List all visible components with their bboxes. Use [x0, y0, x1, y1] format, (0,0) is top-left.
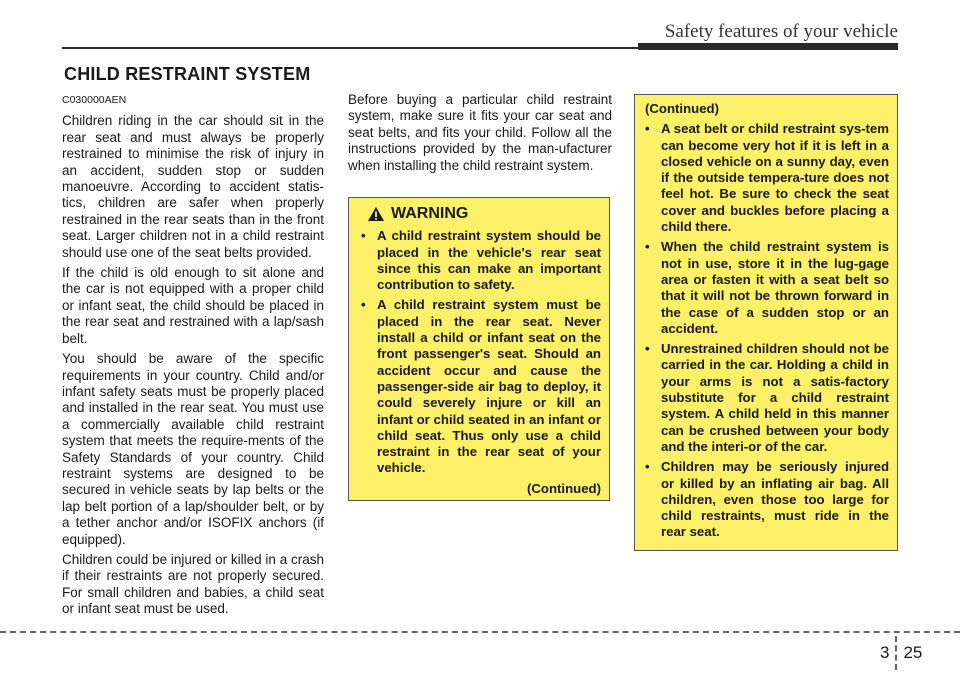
- header-title: Safety features of your vehicle: [664, 21, 898, 42]
- continued-heading: (Continued): [645, 101, 719, 116]
- continued-list: [643, 121, 889, 540]
- header-rule-thick: [638, 43, 898, 50]
- list-item: • A seat belt or child restraint sys-tem can become very hot if it is left in a closed vehicle on a sunny day, even if the outside tempera-ture does not feel hot. Be sure to check the seat cover and buckles before placing a child there.: [643, 121, 889, 235]
- list-item: • Unrestrained children should not be carried in the car. Holding a child in your arms is not a satis-factory substitute for a child restraint system. A child held in this manner can be crushed between your body and the interi-or of the car.: [643, 341, 889, 455]
- section-title: CHILD RESTRAINT SYSTEM: [64, 64, 311, 84]
- continued-warning-box: [634, 94, 898, 551]
- paragraph: Children riding in the car should sit in the rear seat and must always be properly restrained to minimise the risk of injury in an accident, sudden stop or sudden manoeuvre. According to accident statis-tics, children are safer when properly restrained in the rear seats than in the front seat. Larger children not in a child restraint should use one of the seat belts provided.: [62, 113, 324, 260]
- paragraph: If the child is old enough to sit alone and the car is not equipped with a proper child or infant seat, the child should be placed in the rear seat and restrained with a lap/sash belt.: [62, 265, 324, 346]
- warning-header: [367, 206, 601, 222]
- chapter-number: 3: [880, 643, 890, 662]
- paragraph: You should be aware of the specific requirements in your country. Child and/or infant safety seats must be properly placed and installed in the rear seat. You must use a commercially available child restraint system that meets the require-ments of the Safety Standards of your country. Child restraint systems are designed to be secured in vehicle seats by lap belts or the lap belt portion of a lap/shoulder belt, or by a tether anchor and/or ISOFIX anchors (if equipped).: [62, 351, 324, 547]
- left-column: [62, 92, 324, 622]
- list-item: • A child restraint system must be placed in the rear seat. Never install a child or infant seat on the front passenger's seat. Should an accident occur and cause the passenger-side air bag to deploy, it could severely injure or kill an infant or child seated in an infant or child seat. Thus only use a child restraint in the rear seat of your vehicle.: [359, 297, 601, 476]
- warning-box: [348, 197, 610, 501]
- page-separator: [895, 636, 897, 670]
- warning-triangle-icon: [367, 206, 385, 222]
- list-item: • A child restraint system should be placed in the vehicle's rear seat since this can make an important contribution to safety.: [359, 228, 601, 293]
- page-number: [880, 636, 922, 670]
- footer-rule: [0, 631, 960, 633]
- page-number-value: 25: [903, 643, 923, 662]
- list-item: • When the child restraint system is not in use, store it in the lug-gage area or fasten it with a seat belt so that it will not be thrown forward in the case of a sudden stop or an accident.: [643, 239, 889, 337]
- section-code: C030000AEN: [62, 94, 127, 106]
- paragraph: Before buying a particular child restraint system, make sure it fits your car seat and seat belts, and fits your child. Follow all the instructions provided by the man-ufacturer when installing the child restraint system.: [348, 92, 612, 173]
- header-rule: [62, 43, 898, 50]
- list-item: • Children may be seriously injured or killed by an inflating air bag. All children, even those too large for child restraints, must ride in the rear seat.: [643, 459, 889, 540]
- middle-column: [348, 92, 612, 178]
- paragraph: Children could be injured or killed in a crash if their restraints are not properly secured. For small children and babies, a child seat or infant seat must be used.: [62, 551, 324, 617]
- continued-label: (Continued): [527, 480, 601, 496]
- warning-list: [359, 228, 601, 476]
- warning-heading: WARNING: [391, 205, 469, 222]
